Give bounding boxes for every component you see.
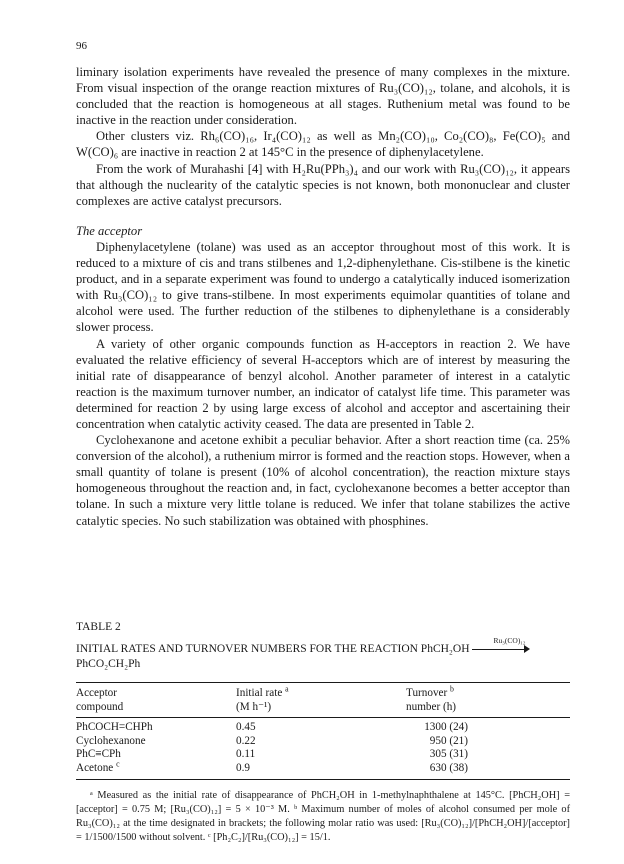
table-title [76,636,570,657]
data-table [76,682,570,780]
cell-turnover: 1300 (24) [424,721,468,733]
table-2 [76,620,570,845]
cell-rate: 0.9 [236,762,406,780]
cell-compound: PhCOCH=CHPh [76,721,153,733]
cell-rate: 0.22 [236,734,256,747]
paragraph-tolane: Diphenylacetylene (tolane) was used as an acceptor throughout most of this work. It is reduced to a mixture of cis and trans stilbenes and 1,2-diphenylethane. Cis-stilbene is the kinetic product, and in a separate experiment was found to undergo a catalytically induced isomerization with Ru₃(CO)₁₂ to give trans-stilbene. In most experiments equimolar quantities of tolane and alcohol were used. The further reduction of the stilbenes to diphenylethane is a considerably slower process. [76,239,570,335]
paragraph-h-acceptors: A variety of other organic compounds function as H-acceptors in reaction 2. We have evaluated the relative efficiency of several H-acceptors which are of interest by measuring the initial rate of disappearance of benzyl alcohol. Another parameter of interest in a catalytic reaction is the maximum turnover number, an indicator of catalyst life time. This parameter was determined for reaction 2 by using large excess of alcohol and acceptor and ascertaining their concentration when catalytic activity ceased. The data are presented in Table 2. [76,336,570,431]
cell-turnover: 630 (38) [406,762,570,780]
paragraph-other-clusters: Other clusters viz. Rh₆(CO)₁₆, Ir₄(CO)₁₂ as well as Mn₂(CO)₁₀, Co₂(CO)₈, Fe(CO)₅ and W(CO)₆ are inactive in reaction 2 at 145°C in the presence of diphenylacetylene. [76,129,570,160]
header-rate-unit: (M h⁻¹) [236,700,406,718]
body-text [76,64,570,529]
footnote: ᵃ Measured as the initial rate of disappearance of PhCH₂OH in 1-methylnaphthalene at 145°C. [PhCH₂OH] = [acceptor] = 0.75 M; [Ru₃(CO)₁₂] = 5 × 10⁻³ M. ᵇ Maximum number of moles of alcohol consumed per mole of Ru₃(CO)₁₂ at the time designated in brackets; the following molar ratio was used: [Ru₃(CO)₁₂]/[PhCH₂OH]/[acceptor] = 1/1500/1500 without solvent. ᶜ [Ph₂C₂]/[Ru₃(CO)₁₂] = 15/1. [76,790,570,843]
header-acceptor: Acceptor [76,683,236,701]
reaction-arrow-catalyst: Ru₃(CO)₁₂ [493,636,526,646]
cell-compound: Acetone $^c$ [76,762,236,780]
cell-rate: 0.11 [236,748,256,760]
cell-compound: PhC≡CPh [76,748,121,760]
table-title-text: INITIAL RATES AND TURNOVER NUMBERS FOR THE REACTION PhCH₂OH [76,643,470,655]
table-title-product: PhCO₂CH₂Ph [76,658,141,670]
cell-rate: 0.45 [236,721,256,733]
table-row [76,718,570,735]
cell-turnover: 305 (31) [429,748,468,760]
header-turnover-unit: number (h) [406,700,570,718]
reaction-arrow [472,636,530,654]
table-footnotes [76,789,570,845]
table-row [76,735,570,749]
cell-compound: Cyclohexanone [76,734,146,747]
table-row [76,748,570,762]
header-compound: compound [76,700,236,718]
paragraph-isolation: liminary isolation experiments have revealed the presence of many complexes in the mixture. From visual inspection of the orange reaction mixtures of Ru₃(CO)₁₂, tolane, and alcohols, it is concluded that the reaction is homogeneous at all stages. Ruthenium metal was found to be inactive in the reaction under consideration. [76,65,570,128]
table-label: TABLE 2 [76,621,121,633]
header-turnover: Turnover $^b$ [406,683,570,701]
cell-turnover: 950 (21) [429,734,468,747]
header-initial-rate: Initial rate $^a$ [236,683,406,701]
table-row [76,762,570,780]
paragraph-cyclohexanone: Cyclohexanone and acetone exhibit a peculiar behavior. After a short reaction time (ca. 25% conversion of the alcohol), a ruthenium mirror is formed and the reaction stops. However, when a small quantity of tolane is present (10% of alcohol concentration), the reaction mixture stays homogeneous throughout the reaction and, in fact, cyclohexanone becomes a better acceptor than tolane. In such a mixture very little tolane is reduced. We infer that tolane stabilizes the active catalytic species. No such stabilization was obtained with phosphines. [76,433,570,528]
page-number: 96 [76,40,87,52]
paragraph-murahashi: From the work of Murahashi [4] with H₂Ru(PPh₃)₄ and our work with Ru₃(CO)₁₂, it appears that although the nuclearity of the catalytic species is not known, both mononuclear and cluster complexes are active catalyst precursors. [76,161,570,208]
section-heading-acceptor: The acceptor [76,223,143,238]
